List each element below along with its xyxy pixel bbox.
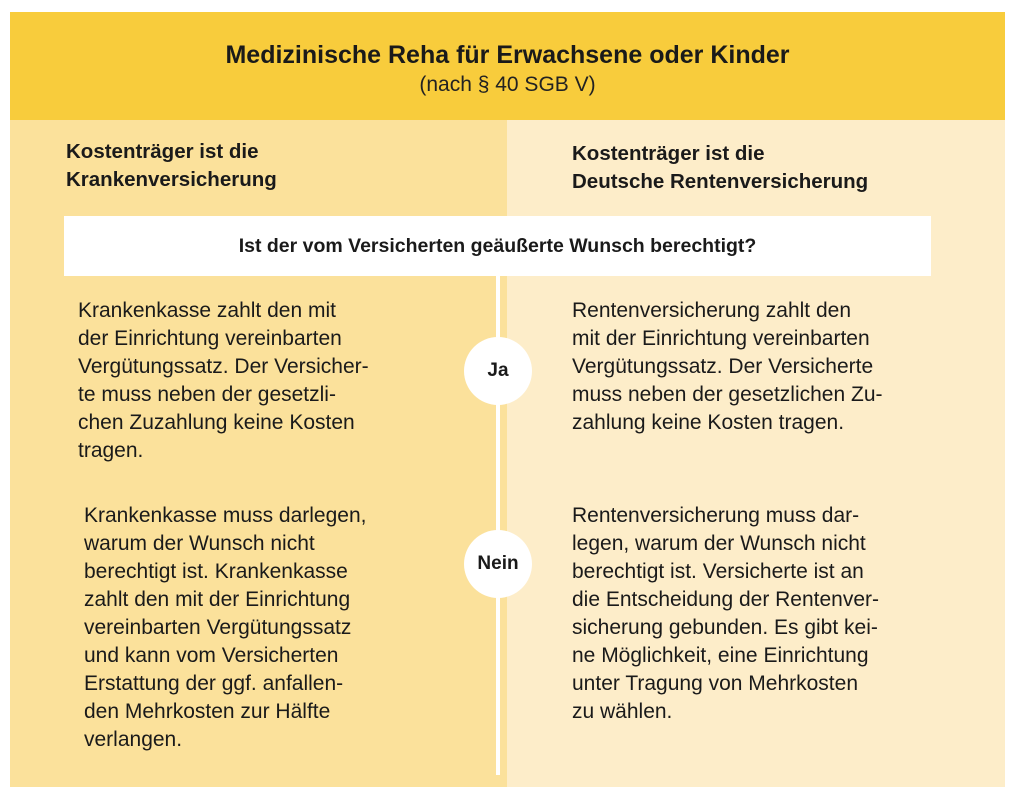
ja-krankenversicherung-text [78, 297, 369, 465]
column-heading-line: Kostenträger ist die [572, 142, 765, 165]
nein-krankenversicherung-text [84, 502, 367, 754]
text-line: chen Zuzahlung keine Kosten [78, 411, 355, 434]
column-heading-krankenversicherung [66, 138, 446, 194]
text-line: muss neben der gesetzlichen Zu- [572, 383, 883, 406]
text-line: der Einrichtung vereinbarten [78, 327, 342, 350]
subtitle: (nach § 40 SGB V) [419, 73, 596, 96]
text-line: berechtigt ist. Versicherte ist an [572, 560, 864, 583]
text-line: sicherung gebunden. Es gibt kei- [572, 616, 878, 639]
text-line: den Mehrkosten zur Hälfte [84, 700, 331, 723]
question-box: Ist der vom Versicherten geäußerte Wunsch berechtigt? [64, 216, 931, 276]
nein-circle: Nein [464, 530, 532, 598]
text-line: berechtigt ist. Krankenkasse [84, 560, 348, 583]
text-line: zahlt den mit der Einrichtung [84, 588, 351, 611]
text-line: verlangen. [84, 728, 183, 751]
text-line: zu wählen. [572, 700, 673, 723]
text-line: legen, warum der Wunsch nicht [572, 532, 866, 555]
header-banner [10, 12, 1005, 120]
column-heading-line: Kostenträger ist die [66, 140, 259, 163]
text-line: Erstattung der ggf. anfallen- [84, 672, 344, 695]
text-line: zahlung keine Kosten tragen. [572, 411, 845, 434]
column-heading-rentenversicherung [572, 140, 972, 196]
nein-rentenversicherung-text [572, 502, 879, 726]
text-line: Krankenkasse zahlt den mit [78, 299, 336, 322]
text-line: Rentenversicherung zahlt den [572, 299, 852, 322]
ja-rentenversicherung-text [572, 297, 883, 437]
text-line: unter Tragung von Mehrkosten [572, 672, 859, 695]
text-line: vereinbarten Vergütungssatz [84, 616, 352, 639]
text-line: die Entscheidung der Rentenver- [572, 588, 880, 611]
text-line: tragen. [78, 439, 144, 462]
text-line: Krankenkasse muss darlegen, [84, 504, 367, 527]
text-line: Vergütungssatz. Der Versicher- [78, 355, 369, 378]
text-line: Rentenversicherung muss dar- [572, 504, 860, 527]
text-line: warum der Wunsch nicht [84, 532, 315, 555]
text-line: Vergütungssatz. Der Versicherte [572, 355, 874, 378]
title: Medizinische Reha für Erwachsene oder Kinder [225, 41, 790, 69]
ja-circle: Ja [464, 337, 532, 405]
text-line: mit der Einrichtung vereinbarten [572, 327, 870, 350]
text-line: und kann vom Versicherten [84, 644, 339, 667]
text-line: ne Möglichkeit, eine Einrichtung [572, 644, 869, 667]
column-heading-line: Krankenversicherung [66, 168, 277, 191]
column-heading-line: Deutsche Rentenversicherung [572, 170, 869, 193]
text-line: te muss neben der gesetzli- [78, 383, 336, 406]
